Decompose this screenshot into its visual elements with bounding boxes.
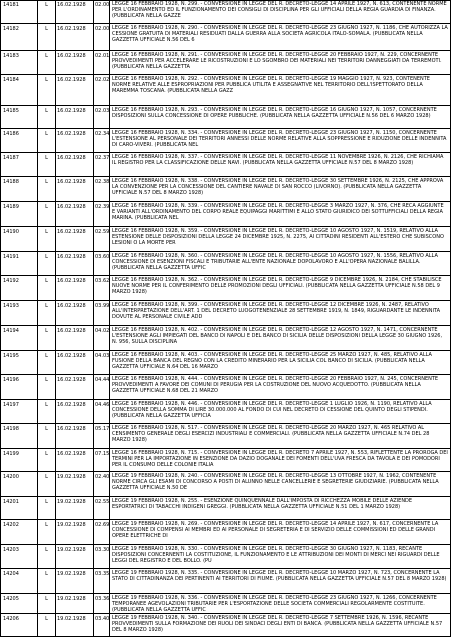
row-number: 14203 [3,547,19,553]
row-description-cell [110,520,450,544]
row-date-cell [56,252,94,275]
table-row [0,129,451,153]
row-number: 14189 [3,204,19,210]
row-type: L [45,278,48,284]
row-date-cell [56,614,94,636]
row-description-cell [110,0,450,23]
row-number: 14199 [3,451,19,457]
row-number-cell [0,351,38,374]
row-code: 03.99 [95,303,110,309]
row-type-cell [38,252,56,275]
row-number-cell [0,497,38,519]
row-type-cell [38,227,56,251]
row-code: 03.40 [95,616,110,622]
row-number-cell [0,449,38,471]
row-date-cell [56,569,94,593]
row-number: 14186 [3,131,19,137]
row-description: LEGGE 16 FEBBRAIO 1928, N. 290. - CONVERSIONE IN LEGGE DEL R. DECRETO-LEGGE 23 GIUGNO 1927, N. 1186, CHE AUTORIZZA LA CESSIONE GRATUITA DI MATERIALI RESIDUATI DALLA GUERRA ALLA SOCIETA AGRICOLA ITALO-SOMALA. (PUBBLICATA NELLA GAZZETTA UFFICIALE N.56 DEL 6 [112,25,448,43]
row-number: 14185 [3,108,19,114]
row-type: L [45,254,48,260]
row-type-cell [38,301,56,325]
row-type: L [45,26,48,32]
row-code: 02.39 [95,204,110,210]
row-code: 03.30 [95,547,110,553]
row-description: LEGGE 19 FEBBRAIO 1928, N. 330. - CONVERSIONE IN LEGGE DEL R. DECRETO-LEGGE 30 GIUGNO 1927, N. 1183, RECANTE DISPOSIZIONI CONCERNENTI LA COSTITUZIONE, IL FUNZIONAMENTO E LE ATTRIBUZIONI DEI MONTI DI MERCI NEI RIGUARDI DELLE LEGGI DEL REGISTRO E DEL BOLLO. (PU [112,546,440,564]
row-number-cell [0,0,38,23]
row-type-cell [38,75,56,105]
row-code: 02.55 [95,499,110,505]
table-row [0,400,451,424]
row-number: 14188 [3,179,19,185]
row-description-cell [110,24,450,50]
row-date: 19.02.1928 [57,522,86,528]
row-description: LEGGE 16 FEBBRAIO 1928, N. 337. - CONVERSIONE IN LEGGE DEL R. DECRETO-LEGGE 11 NOVEMBRE 1926, N. 2126, CHE RICHIAMA IL REGISTRO PER LA CLASSIFICAZIONE DELLE NAVI. (PUBBLICATA NELLA GAZZETTA UFFICIALE N.57 DEL 8 MARZO 1928) [112,154,444,166]
row-type: L [45,596,48,602]
row-description: LEGGE 16 FEBBRAIO 1928, N. 338. - CONVERSIONE IN LEGGE DEL R. DECRETO-LEGGE 30 SETTEMBRE 1926, N. 2125, CHE APPROVA LA CONVENZIONE PER LA CONCESSIONE DEL CANTIERE NAVALE DI SAN ROCCO (LIVORNO). (PUBBLICATA NELLA GAZZETTA UFFICIALE N.57 DEL 8 MARZO 1928) [112,178,444,196]
row-description: LEGGE 16 FEBBRAIO 1928, N. 446. - CONVERSIONE IN LEGGE DEL R. DECRETO-LEGGE 1 LUGLIO 1926, N. 1190, RELATIVO ALLA CONCESSIONE DELLA SOMMA DI LIRE 30.000.000 AL FONDO DI CUI NEL DECRETO DI CESSIONE DEL QUINTO DEGLI STIPENDI. (PUBBLICATA NELLA GAZZETTA UFFICIA [112,401,432,419]
row-description-cell [110,594,450,613]
row-code-cell [94,106,110,128]
row-number-cell [0,301,38,325]
row-date: 16.02.1928 [57,179,86,185]
row-type-cell [38,545,56,568]
row-number-cell [0,276,38,300]
table-row [0,351,451,375]
row-code-cell [94,75,110,105]
row-type: L [45,108,48,114]
row-description-cell [110,177,450,201]
row-number: 14196 [3,377,19,383]
table-row [0,497,451,520]
row-description: LEGGE 16 FEBBRAIO 1928, N. 334. - CONVERSIONE IN LEGGE DEL R. DECRETO-LEGGE 23 GIUGNO 1927, N. 1150, CONCERNENTE L'ESTENSIONE AL PERSONALE DEI TERRITORI ANNESSI DELLE NORME RELATIVE ALLA SOPPRESSIONE E RIDUZIONE DELLE INDENNITA DI CARO-VIVERI. (PUBBLICATA NEL [112,130,447,148]
row-description-cell [110,472,450,496]
row-date: 19.02.1928 [57,547,86,553]
row-type-cell [38,569,56,593]
row-description-cell [110,400,450,423]
row-date: 16.02.1928 [57,303,86,309]
row-number-cell [0,252,38,275]
row-description-cell [110,301,450,325]
row-code: 04.02 [95,328,110,334]
row-type: L [45,499,48,505]
row-number: 14192 [3,278,19,284]
row-description: LEGGE 19 FEBBRAIO 1928, N. 336. - CONVERSIONE IN LEGGE DEL R. DECRETO-LEGGE 23 GIUGNO 1927, N. 1266, CONCERNENTE TEMPORANEE AGEVOLAZIONI TRIBUTARIE PER L'ESPORTAZIONE DELLE SOCIETA COMMERCIALI REGOLARMENTE COSTITUITE. (PUBBLICATA NELLA GAZZETTA UFFIC [112,595,437,613]
row-date: 16.02.1928 [57,26,86,32]
table-row [0,276,451,301]
row-date-cell [56,472,94,496]
row-code-cell [94,202,110,226]
row-number-cell [0,326,38,350]
table-row [0,375,451,400]
row-description: LEGGE 16 FEBBRAIO 1928, N. 517. - CONVERSIONE IN LEGGE DEL R. DECRETO-LEGGE 20 MARZO 1927, N. 465 RELATIVO AL CENSIMENTO GENERALE DEGLI ESERCIZI INDUSTRIALI E COMMERCIALI. (PUBBLICATA NELLA GAZZETTA UFFICIALE N.74 DEL 28 MARZO 1928) [112,425,430,443]
row-number: 14201 [3,499,19,505]
row-code: 02.40 [95,474,110,480]
row-description-cell [110,614,450,636]
row-description: LEGGE 16 FEBBRAIO 1928, N. 403. - CONVERSIONE IN LEGGE DEL R. DECRETO-LEGGE 25 MARZO 1927, N. 485, RELATIVO ALLA FUSIONE DELLA BANCA DEL REGNO CON LA CREDITO MINERARIO PER LA SICILIA COL BANCO DI SICILIA. (PUBBLICATA NELLA GAZZETTA UFFICIALE N.64 DEL 16 MARZO [112,352,432,370]
row-code-cell [94,24,110,50]
row-date: 16.02.1928 [57,402,86,408]
row-code: 02.03 [95,108,110,114]
row-code-cell [94,326,110,350]
row-code: 03.36 [95,596,110,602]
row-type-cell [38,614,56,636]
row-type-cell [38,202,56,226]
row-code-cell [94,375,110,399]
row-type-cell [38,497,56,519]
row-description-cell [110,106,450,128]
row-number-cell [0,375,38,399]
table-row [0,594,451,614]
row-date-cell [56,276,94,300]
row-type: L [45,402,48,408]
row-number-cell [0,400,38,423]
row-code-cell [94,400,110,423]
row-description-cell [110,326,450,350]
row-date: 19.02.1928 [57,596,86,602]
table-row [0,202,451,227]
row-type: L [45,616,48,622]
row-description-cell [110,129,450,152]
row-date: 16.02.1928 [57,451,86,457]
table-row [0,449,451,472]
row-number-cell [0,177,38,201]
table-row [0,569,451,594]
row-description-cell [110,497,450,519]
row-date: 19.02.1928 [57,499,86,505]
row-code: 02.34 [95,131,110,137]
row-number-cell [0,424,38,448]
row-description: LEGGE 19 FEBBRAIO 1928, N. 340. - CONVERSIONE IN LEGGE DEL R. DECRETO-LEGGE 7 SETTEMBRE 1926, N. 1596, RECANTE PROVVEDIMENTI SULLA FORMAZIONE DEI RUOLI DEI SINDACI DEGLI ENTI DI BANCA. (PUBBLICATA NELLA GAZZETTA UFFICIALE N.57 DEL 8 MARZO 1928) [112,615,443,633]
row-date-cell [56,301,94,325]
table-row [0,153,451,177]
table-row [0,472,451,497]
row-code-cell [94,497,110,519]
row-date-cell [56,75,94,105]
row-type: L [45,426,48,432]
row-code-cell [94,569,110,593]
row-type-cell [38,129,56,152]
row-description: LEGGE 19 FEBBRAIO 1928, N. 240. - CONVERSIONE IN LEGGE DEL R. DECRETO-LEGGE 13 OTTOBRE 1927, N. 1962, CONTENENTE NORME CIRCA GLI ESAMI DI CONCORSO A POSTI DI ALUNNO NELLE CANCELLERIE E SEGRETERIE GIUDIZIARIE. (PUBBLICATA NELLA GAZZETTA UFFICIALE N.50 DE [112,473,439,491]
row-code: 03.35 [95,571,110,577]
row-description-cell [110,51,450,74]
row-number: 14198 [3,426,19,432]
row-code: 04.46 [95,402,110,408]
row-type: L [45,2,48,8]
row-description-cell [110,227,450,251]
row-number: 14200 [3,474,19,480]
row-date-cell [56,106,94,128]
row-description-cell [110,545,450,568]
row-date: 19.02.1928 [57,571,86,577]
row-number: 14190 [3,229,19,235]
row-date-cell [56,153,94,176]
row-code-cell [94,177,110,201]
row-number: 14187 [3,155,19,161]
row-number: 14182 [3,26,19,32]
row-date: 19.02.1928 [57,616,86,622]
row-date-cell [56,545,94,568]
row-description: LEGGE 16 FEBBRAIO 1928, N. 402. - CONVERSIONE IN LEGGE DEL R. DECRETO-LEGGE 12 AGOSTO 1927, N. 1471, CONCERNENTE L'ESTENSIONE AGLI IMPIEGATI DEL BANCO DI NAPOLI E DEL BANCO DI SICILIA DELLE DISPOSIZIONI DELLA LEGGE 30 GIUGNO 1926, N. 956, SULLA DISCIPLINA [112,327,443,345]
row-description: LEGGE 16 FEBBRAIO 1928, N. 362. - CONVERSIONE IN LEGGE DEL R. DECRETO-LEGGE 9 DICEMBRE 1926, N. 2184, CHE STABILISCE NUOVE NORME PER IL CONFERIMENTO DELLE PROMOZIONI DEGLI UFFICIALI. (PUBBLICATA NELLA GAZZETTA UFFICIALE N.58 DEL 9 MARZO 1928) [112,277,442,295]
row-code-cell [94,153,110,176]
row-code-cell [94,472,110,496]
row-description: LEGGE 16 FEBBRAIO 1928, N. 715. - CONVERSIONE IN LEGGE DEL R. DECRETO 7 APRILE 1927, N. 553, RIFLETTENTE LA PROROGA DEI TERMINI PER LA IMPORTAZIONE IN ESENZIONE DA DAZIO DOGANALE DEI FOMENTI DELL'UVA FRESCA DA TAVOLA E DEI POMODORI PER IL CONSUMO DELLE COLONIE ITALIA [112,450,448,468]
row-date-cell [56,424,94,448]
row-number-cell [0,594,38,613]
row-description-cell [110,424,450,448]
row-type: L [45,571,48,577]
table-row [0,252,451,276]
row-description-cell [110,351,450,374]
row-number: 14181 [3,2,19,8]
row-code-cell [94,301,110,325]
row-code: 05.17 [95,426,110,432]
table-row [0,520,451,545]
row-number-cell [0,472,38,496]
row-type: L [45,328,48,334]
row-date-cell [56,227,94,251]
row-description: LEGGE 16 FEBBRAIO 1928, N. 360. - CONVERSIONE IN LEGGE DEL R. DECRETO-LEGGE 10 AGOSTO 1927, N. 1556, RELATIVO ALLA CONCESSIONE DI ESENZIONI FISCALI E TRIBUTARIE ALL'ENTE NAZIONALE DOPOLAVORO E ALL'OPERA NAZIONALE BALILLA. (PUBBLICATA NELLA GAZZETTA UFFIC [112,253,438,271]
row-number: 14206 [3,616,19,622]
row-description-cell [110,153,450,176]
table-row [0,614,451,637]
row-type: L [45,303,48,309]
row-code-cell [94,51,110,74]
row-description-cell [110,252,450,275]
row-number-cell [0,227,38,251]
row-number: 14191 [3,254,19,260]
row-date-cell [56,326,94,350]
row-code: 02.00 [95,26,110,32]
row-code-cell [94,594,110,613]
table-row [0,227,451,252]
row-number: 14202 [3,522,19,528]
row-description: LEGGE 16 FEBBRAIO 1928, N. 292. - CONVERSIONE IN LEGGE DEL R. DECRETO-LEGGE 19 MAGGIO 1927, N. 923, CONTENENTE NORME RELATIVE ALLE ESPROPRIAZIONI PER PUBBLICA UTILITA E ASSEGNATIVE NEL TERRITORIO DELL'ISPETTORATO DELLA MAREMMA TOSCANA. (PUBBLICATA NELLA GAZZ [112,76,430,94]
row-description: LEGGE 19 FEBBRAIO 1928, N. 269. - CONVERSIONE IN LEGGE DEL R. DECRETO-LEGGE 14 APRILE 1927, N. 617, CONCERNENTE LA CONCESSIONE DI COMPENSI AI MEMBRI ED AI PERSONALE DI SEGRETERIA E DI SERVIZIO DELLE COMMISSIONI ED DELLE GRANDI OPERE ELETTRICHE DI [112,521,439,539]
row-number-cell [0,545,38,568]
row-date: 16.02.1928 [57,426,86,432]
row-type: L [45,353,48,359]
row-type-cell [38,153,56,176]
row-number: 14195 [3,353,19,359]
row-code-cell [94,449,110,471]
row-date: 16.02.1928 [57,328,86,334]
row-type-cell [38,400,56,423]
row-code-cell [94,545,110,568]
row-type-cell [38,106,56,128]
row-type-cell [38,177,56,201]
row-type: L [45,155,48,161]
row-type-cell [38,0,56,23]
row-number-cell [0,202,38,226]
row-date-cell [56,0,94,23]
row-date: 16.02.1928 [57,377,86,383]
row-number: 14193 [3,303,19,309]
row-date-cell [56,129,94,152]
row-date-cell [56,351,94,374]
row-description: LEGGE 16 FEBBRAIO 1928, N. 339. - CONVERSIONE IN LEGGE DEL R. DECRETO-LEGGE 3 MARZO 1927, N. 376, CHE RECA AGGIUNTE E VARIANTI ALL'ORDINAMENTO DEL CORPO REALE EQUIPAGGI MARITTIMI E ALLO STATO GIURIDICO DEI SOTTUFFICIALI DELLA REGIA MARINA. (PUBBLICATA NEL [112,203,444,221]
row-code: 02.69 [95,522,110,528]
row-type: L [45,547,48,553]
table-row [0,301,451,326]
row-number-cell [0,520,38,544]
row-date-cell [56,177,94,201]
row-type-cell [38,51,56,74]
row-type-cell [38,424,56,448]
row-code-cell [94,614,110,636]
row-code: 03.60 [95,254,110,260]
row-type: L [45,229,48,235]
table-row [0,177,451,202]
row-date: 16.02.1928 [57,204,86,210]
row-number: 14183 [3,53,19,59]
row-number-cell [0,569,38,593]
row-date-cell [56,202,94,226]
row-date: 16.02.1928 [57,77,86,83]
table-row [0,106,451,129]
row-number: 14194 [3,328,19,334]
row-date: 16.02.1928 [57,254,86,260]
table-row [0,24,451,51]
row-number: 14205 [3,596,19,602]
row-code: 02.02 [95,77,110,83]
row-type: L [45,377,48,383]
row-description-cell [110,375,450,399]
row-code: 04.03 [95,353,110,359]
row-date: 16.02.1928 [57,353,86,359]
row-type: L [45,522,48,528]
row-type-cell [38,375,56,399]
row-code: 04.44 [95,377,110,383]
row-date: 16.02.1928 [57,229,86,235]
row-description: LEGGE 16 FEBBRAIO 1928, N. 359. - CONVERSIONE IN LEGGE DEL R. DECRETO-LEGGE 10 AGOSTO 1927, N. 1519, RELATIVO ALLA ESTENSIONE DELLE DISPOSIZIONI DELLA LEGGE 24 DICEMBRE 1925, N. 2275, AI CITTADINI RESIDENTI ALL'ESTERO CHE SUBISCONO LESIONI O LA MORTE PER [112,228,444,246]
row-description: LEGGE 19 FEBBRAIO 1928, N. 255. - ESENZIONE QUINQUENNALE DALL'IMPOSTA DI RICCHEZZA MOBILE DELLE AZIENDE ESPORTATRICI DI TABACCHI INDIGENI GREGGI. (PUBBLICATA NELLA GAZZETTA UFFICIALE N.51 DEL 1 MARZO 1928) [112,498,413,510]
row-date-cell [56,497,94,519]
row-type-cell [38,520,56,544]
row-number-cell [0,106,38,128]
row-code: 02.00 [95,2,110,8]
row-description-cell [110,449,450,471]
row-date-cell [56,375,94,399]
row-description: LEGGE 16 FEBBRAIO 1928, N. 399. - CONVERSIONE IN LEGGE DEL R. DECRETO-LEGGE 12 DICEMBRE 1926, N. 2487, RELATIVO ALL'INTERPRETAZIONE DELL'ART. 1 DEL DECRETO LUOGOTENENZIALE 28 SETTEMBRE 1919, N. 1849, RIGUARDANTE LE INDENNITA DOVUTE AL PERSONALE CIVILE ADD [112,302,441,320]
row-description: LEGGE 16 FEBBRAIO 1928, N. 291. - CONVERSIONE IN LEGGE DEL R. DECRETO-LEGGE 20 FEBBRAIO 1927, N. 229, CONCERNENTE PROVVEDIMENTI PER ACCELERARE LE RICOSTRUZIONI E LO SGOMBRO DEI MATERIALI NEI TERRITORI DANNEGGIATI DA TERREMOTI. (PUBBLICATA NELLA GAZZETTA [112,52,442,70]
row-date-cell [56,449,94,471]
row-date-cell [56,400,94,423]
row-type-cell [38,472,56,496]
row-code-cell [94,520,110,544]
row-description: LEGGE 19 FEBBRAIO 1928, N. 335. - CONVERSIONE IN LEGGE DEL R. DECRETO-LEGGE 10 MARZO 1927, N. 723, CONCERNENTE LA STATO DI CITTADINANZA DEI PERTINENTI AI TERRITORI DI FIUME. (PUBBLICATA NELLA GAZZETTA UFFICIALE N.57 DEL 8 MARZO 1928) [112,570,447,582]
row-description-cell [110,569,450,593]
row-date: 16.02.1928 [57,2,86,8]
row-description: LEGGE 16 FEBBRAIO 1928, N. 299. - CONVERSIONE IN LEGGE DEL R. DECRETO-LEGGE 14 APRILE 1927, N. 613, CONTENENTE NORME PER L'ORDINAMENTO ED IL FUNZIONAMENTO DEI CONSIGLI DI DISCIPLINA PER GLI UFFICIALI DELLA REGIA GUARDIA DI FINANZA. (PUBBLICATA NELLA GAZZE [112,1,447,19]
row-number-cell [0,153,38,176]
table-row [0,75,451,106]
row-number: 14184 [3,77,19,83]
row-code-cell [94,227,110,251]
row-number-cell [0,51,38,74]
row-code-cell [94,252,110,275]
row-type-cell [38,449,56,471]
row-code-cell [94,424,110,448]
row-code: 03.62 [95,278,110,284]
row-code-cell [94,351,110,374]
row-description: LEGGE 16 FEBBRAIO 1928, N. 293. - CONVERSIONE IN LEGGE DEL R. DECRETO-LEGGE 16 GIUGNO 1927, N. 1057, CONCERNENTE DISPOSIZIONI SULLA CONCESSIONE DI OPERE PUBBLICHE. (PUBBLICATA NELLA GAZZETTA UFFICIALE N.56 DEL 6 MARZO 1928) [112,107,437,119]
row-code: 07.15 [95,451,110,457]
table-row [0,326,451,351]
row-date-cell [56,594,94,613]
row-type: L [45,179,48,185]
row-code-cell [94,129,110,152]
row-date: 16.02.1928 [57,278,86,284]
row-description-cell [110,202,450,226]
row-type-cell [38,276,56,300]
row-date: 16.02.1928 [57,155,86,161]
row-date: 16.02.1928 [57,131,86,137]
row-description: LEGGE 16 FEBBRAIO 1928, N. 444. - CONVERSIONE IN LEGGE DEL R. DECRETO-LEGGE 20 FEBBRAIO 1927, N. 245, CONCERNENTE PROVVEDIMENTI A FAVORE DEI COMUNI DI PERUGIA PER LA COSTRUZIONE DEL NUOVO ACQUEDOTTO. (PUBBLICATA NELLA GAZZETTA UFFICIALE N.68 DEL 21 MARZO [112,376,439,394]
row-type-cell [38,594,56,613]
row-code: 02.59 [95,229,110,235]
row-date-cell [56,24,94,50]
row-code: 02.38 [95,179,110,185]
row-code-cell [94,276,110,300]
row-date-cell [56,51,94,74]
row-date: 19.02.1928 [57,474,86,480]
row-number: 14197 [3,402,19,408]
row-type: L [45,204,48,210]
row-type: L [45,474,48,480]
row-type: L [45,131,48,137]
row-number-cell [0,75,38,105]
row-code: 02.37 [95,155,110,161]
row-date: 16.02.1928 [57,108,86,114]
row-description-cell [110,75,450,105]
row-code-cell [94,0,110,23]
row-type: L [45,53,48,59]
row-type-cell [38,351,56,374]
row-number: 14204 [3,571,19,577]
row-date-cell [56,520,94,544]
row-date: 16.02.1928 [57,53,86,59]
table-row [0,0,451,24]
table-row [0,545,451,569]
row-code: 02.01 [95,53,110,59]
table-row [0,424,451,449]
row-number-cell [0,129,38,152]
row-type: L [45,77,48,83]
row-number-cell [0,24,38,50]
row-type: L [45,451,48,457]
table-row [0,51,451,75]
row-type-cell [38,24,56,50]
row-number-cell [0,614,38,636]
row-type-cell [38,326,56,350]
row-description-cell [110,276,450,300]
